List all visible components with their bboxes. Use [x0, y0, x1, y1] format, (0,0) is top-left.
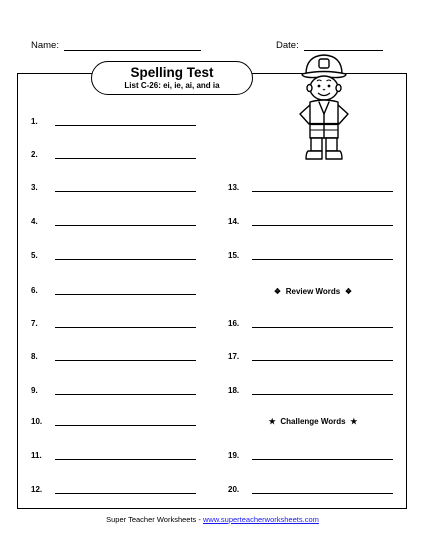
answer-line-6[interactable] [55, 294, 196, 295]
review-words-heading [228, 287, 398, 296]
list-subtitle: List C-26: ei, ie, ai, and ia [124, 81, 220, 90]
item-number-3: 3. [31, 183, 38, 192]
answer-line-13[interactable] [252, 191, 393, 192]
item-number-9: 9. [31, 386, 38, 395]
diamond-icon: ❖ [273, 287, 282, 296]
item-number-18: 18. [228, 386, 240, 395]
answer-line-16[interactable] [252, 327, 393, 328]
item-number-16: 16. [228, 319, 240, 328]
item-number-13: 13. [228, 183, 240, 192]
answer-line-15[interactable] [252, 259, 393, 260]
item-number-20: 20. [228, 485, 240, 494]
answer-line-12[interactable] [55, 493, 196, 494]
diamond-icon: ❖ [344, 287, 353, 296]
item-number-1: 1. [31, 117, 38, 126]
answer-line-5[interactable] [55, 259, 196, 260]
answer-line-7[interactable] [55, 327, 196, 328]
page-title: Spelling Test [130, 65, 214, 80]
answer-line-18[interactable] [252, 394, 393, 395]
star-icon: ★ [350, 417, 358, 426]
challenge-words-label: Challenge Words [280, 417, 346, 426]
title-box [91, 61, 253, 95]
answer-line-1[interactable] [55, 125, 196, 126]
answer-line-4[interactable] [55, 225, 196, 226]
item-number-17: 17. [228, 352, 240, 361]
footer-link[interactable]: www.superteacherworksheets.com [202, 515, 319, 524]
answer-line-8[interactable] [55, 360, 196, 361]
item-number-15: 15. [228, 251, 240, 260]
item-number-12: 12. [31, 485, 43, 494]
answer-line-2[interactable] [55, 158, 196, 159]
item-number-2: 2. [31, 150, 38, 159]
date-label: Date: [276, 40, 299, 51]
item-number-8: 8. [31, 352, 38, 361]
answer-line-17[interactable] [252, 360, 393, 361]
answer-line-11[interactable] [55, 459, 196, 460]
review-words-label: Review Words [285, 287, 341, 296]
answer-line-3[interactable] [55, 191, 196, 192]
item-number-11: 11. [31, 451, 42, 460]
item-number-19: 19. [228, 451, 240, 460]
challenge-words-heading [228, 417, 398, 426]
answer-line-10[interactable] [55, 425, 196, 426]
footer-text: Super Teacher Worksheets - [106, 515, 203, 524]
item-number-5: 5. [31, 251, 38, 260]
firefighter-kid-icon [292, 52, 358, 164]
name-label: Name: [31, 40, 59, 51]
star-icon: ★ [268, 417, 276, 426]
answer-line-20[interactable] [252, 493, 393, 494]
item-number-4: 4. [31, 217, 38, 226]
date-field[interactable] [304, 50, 383, 51]
item-number-14: 14. [228, 217, 240, 226]
item-number-10: 10. [31, 417, 43, 426]
footer [0, 516, 425, 524]
name-field[interactable] [64, 50, 201, 51]
answer-line-9[interactable] [55, 394, 196, 395]
item-number-7: 7. [31, 319, 38, 328]
answer-line-14[interactable] [252, 225, 393, 226]
answer-line-19[interactable] [252, 459, 393, 460]
item-number-6: 6. [31, 286, 38, 295]
